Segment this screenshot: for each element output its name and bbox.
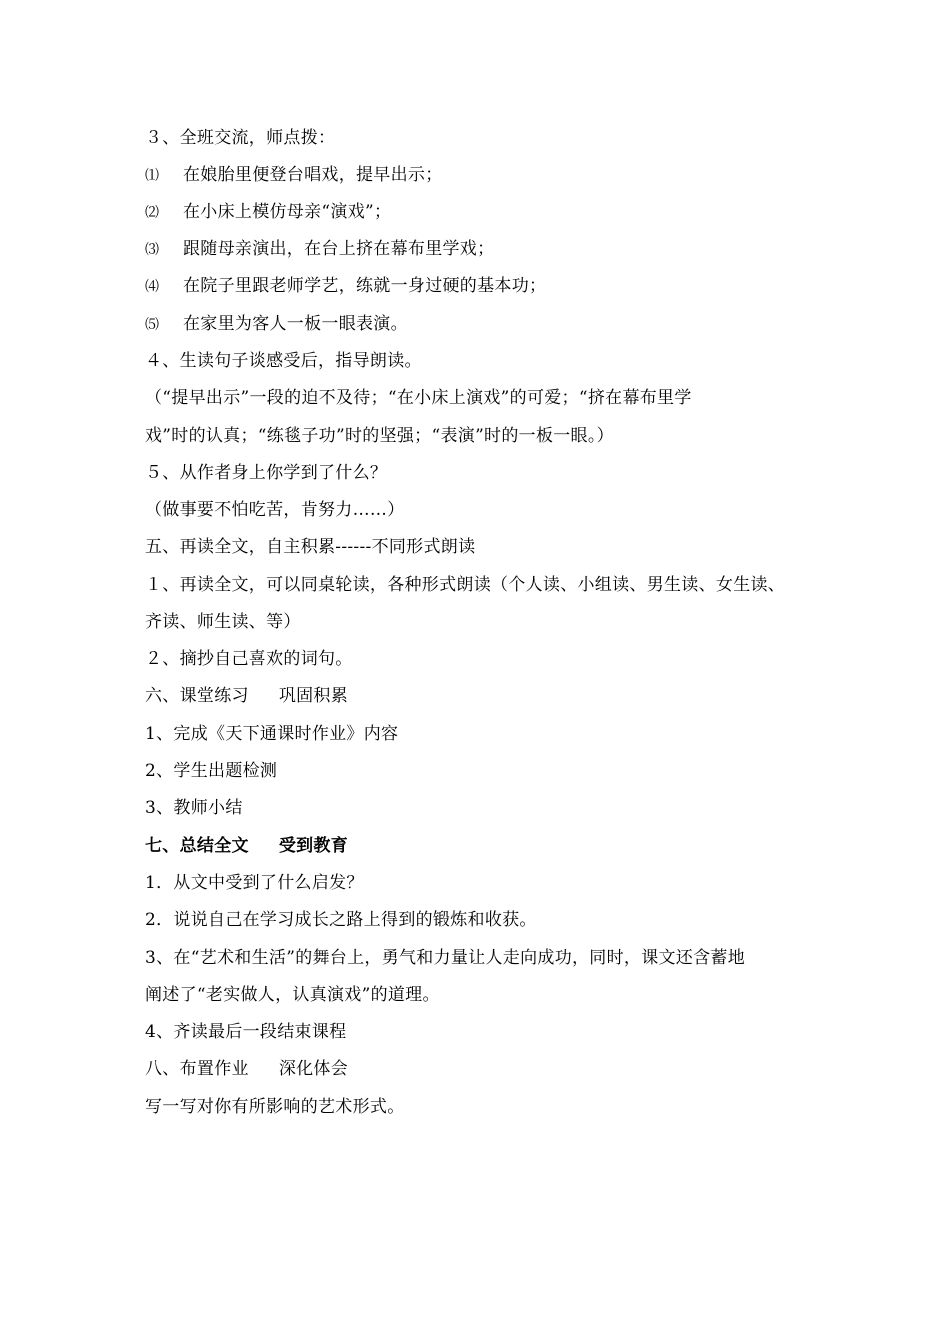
step-4-note-line-2: 戏”时的认真；“练毯子功”时的坚强；“表演”时的一板一眼。） (145, 426, 614, 446)
section-8-title: 八、布置作业 (145, 1059, 249, 1079)
list-text: 在家里为客人一板一眼表演。 (183, 314, 408, 334)
section-6-item-3: 3、教师小结 (145, 798, 243, 818)
list-item-3 (145, 237, 825, 262)
section-5-item-1-line-1: １、再读全文，可以同桌轮读，各种形式朗读（个人读、小组读、男生读、女生读、 (145, 575, 786, 595)
section-7-item-3-line-1: 3、在“艺术和生活”的舞台上，勇气和力量让人走向成功，同时，课文还含蓄地 (145, 948, 745, 968)
section-8-subtitle: 深化体会 (278, 1059, 349, 1079)
section-6-heading (145, 684, 825, 708)
section-7-item-4: 4、齐读最后一段结束课程 (145, 1022, 347, 1042)
section-6-item-2: 2、学生出题检测 (145, 761, 278, 781)
section-6-item-1: 1、完成《天下通课时作业》内容 (145, 724, 399, 744)
step-4-heading: ４、生读句子谈感受后，指导朗读。 (145, 351, 422, 371)
step-3-heading: ３、全班交流，师点拨： (145, 128, 336, 148)
list-number: ⑵ (145, 205, 160, 221)
section-8-item: 写一写对你有所影响的艺术形式。 (145, 1097, 405, 1117)
section-5-item-1-line-2: 齐读、师生读、等） (145, 612, 301, 632)
list-item-1 (145, 163, 825, 188)
step-5-heading: ５、从作者身上你学到了什么？ (145, 463, 388, 483)
list-item-4 (145, 274, 825, 299)
section-7-item-1: 1．从文中受到了什么启发？ (145, 873, 364, 893)
list-item-5 (145, 312, 825, 337)
list-text: 在小床上模仿母亲“演戏”； (183, 202, 392, 222)
step-5-note: （做事要不怕吃苦，肯努力……） (145, 500, 405, 520)
list-number: ⑶ (145, 242, 160, 258)
section-7-heading (145, 834, 825, 858)
list-text: 在娘胎里便登台唱戏，提早出示； (183, 165, 443, 185)
list-number: ⑴ (145, 168, 160, 184)
step-4-note-line-1: （“提早出示”一段的迫不及待；“在小床上演戏”的可爱；“挤在幕布里学 (145, 388, 692, 408)
section-7-title: 七、总结全文 (145, 836, 249, 856)
list-text: 跟随母亲演出，在台上挤在幕布里学戏； (183, 239, 495, 259)
section-5-item-2: ２、摘抄自己喜欢的词句。 (145, 649, 353, 669)
list-number: ⑸ (145, 317, 160, 333)
list-number: ⑷ (145, 279, 160, 295)
section-7-item-2: 2．说说自己在学习成长之路上得到的锻炼和收获。 (145, 910, 537, 930)
list-text: 在院子里跟老师学艺，练就一身过硬的基本功； (183, 276, 547, 296)
section-6-title: 六、课堂练习 (145, 686, 249, 706)
section-6-subtitle: 巩固积累 (278, 686, 349, 706)
section-7-item-3-line-2: 阐述了“老实做人，认真演戏”的道理。 (145, 985, 440, 1005)
section-7-subtitle: 受到教育 (278, 836, 349, 856)
list-item-2 (145, 200, 825, 225)
section-5-heading: 五、再读全文，自主积累------不同形式朗读 (145, 537, 476, 557)
section-8-heading (145, 1057, 825, 1081)
